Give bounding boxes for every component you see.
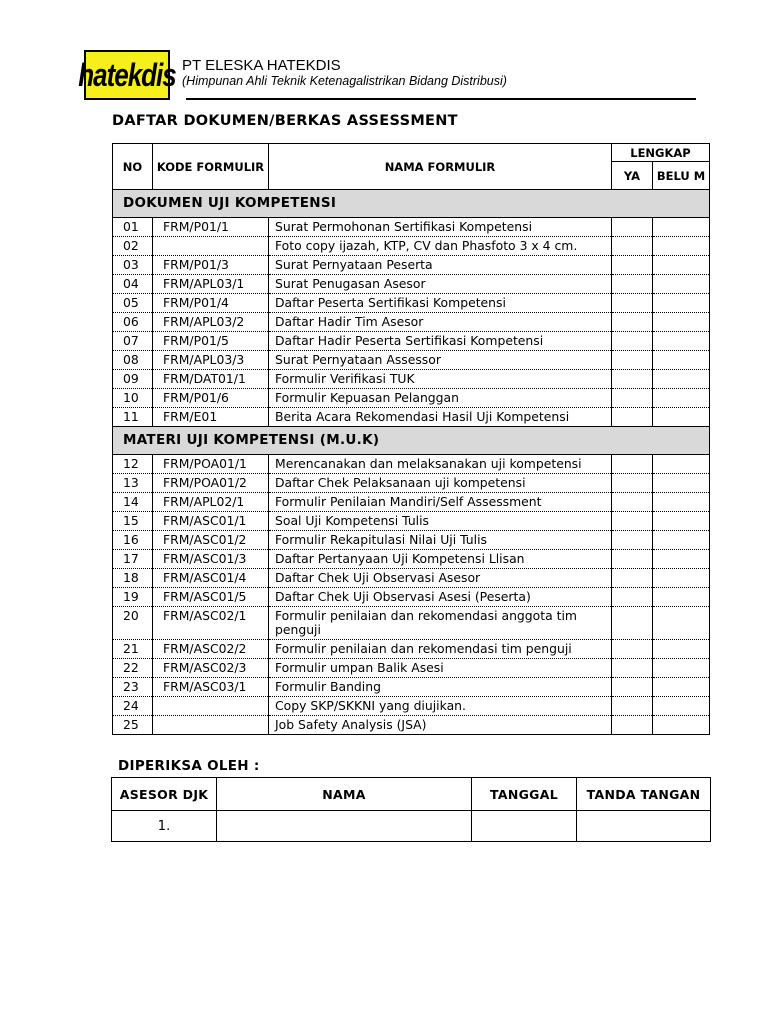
row-ya-checkbox[interactable] [612, 569, 653, 588]
header-tanda-tangan: TANDA TANGAN [577, 778, 711, 811]
table-row [113, 474, 710, 493]
row-ya-checkbox[interactable] [612, 313, 653, 332]
row-no: 10 [113, 389, 153, 408]
row-no: 14 [113, 493, 153, 512]
row-ya-checkbox[interactable] [612, 256, 653, 275]
row-nama: Formulir Rekapitulasi Nilai Uji Tulis [269, 531, 612, 550]
row-kode: FRM/ASC02/1 [153, 607, 269, 640]
table-row [113, 237, 710, 256]
row-no: 08 [113, 351, 153, 370]
row-belum-checkbox[interactable] [653, 218, 710, 237]
row-nama: Daftar Hadir Tim Asesor [269, 313, 612, 332]
row-ya-checkbox[interactable] [612, 389, 653, 408]
row-kode [153, 237, 269, 256]
row-belum-checkbox[interactable] [653, 455, 710, 474]
row-ya-checkbox[interactable] [612, 531, 653, 550]
table-row [113, 455, 710, 474]
row-no: 15 [113, 512, 153, 531]
row-kode: FRM/APL03/3 [153, 351, 269, 370]
row-kode: FRM/ASC02/3 [153, 659, 269, 678]
table-row [113, 351, 710, 370]
header-lengkap: LENGKAP [612, 144, 710, 162]
header-ya: YA [612, 162, 653, 190]
row-ya-checkbox[interactable] [612, 408, 653, 427]
row-no: 16 [113, 531, 153, 550]
row-nama: Formulir Banding [269, 678, 612, 697]
row-kode: FRM/P01/6 [153, 389, 269, 408]
header-nama: NAMA [217, 778, 472, 811]
row-ya-checkbox[interactable] [612, 659, 653, 678]
row-kode: FRM/DAT01/1 [153, 370, 269, 389]
row-ya-checkbox[interactable] [612, 493, 653, 512]
table-row [113, 275, 710, 294]
row-belum-checkbox[interactable] [653, 256, 710, 275]
row-no: 22 [113, 659, 153, 678]
row-belum-checkbox[interactable] [653, 294, 710, 313]
row-belum-checkbox[interactable] [653, 389, 710, 408]
section-header [113, 190, 710, 218]
row-nama: Daftar Chek Uji Observasi Asesi (Peserta) [269, 588, 612, 607]
table-row [113, 256, 710, 275]
row-kode: FRM/APL03/2 [153, 313, 269, 332]
section-header [113, 427, 710, 455]
row-belum-checkbox[interactable] [653, 550, 710, 569]
row-kode: FRM/ASC01/4 [153, 569, 269, 588]
row-ya-checkbox[interactable] [612, 512, 653, 531]
row-nama: Formulir Verifikasi TUK [269, 370, 612, 389]
header-tanggal: TANGGAL [472, 778, 577, 811]
row-no: 06 [113, 313, 153, 332]
row-nama: Surat Pernyataan Peserta [269, 256, 612, 275]
row-kode [153, 697, 269, 716]
row-ya-checkbox[interactable] [612, 588, 653, 607]
company-logo [78, 50, 176, 100]
header-belum: BELU M [653, 162, 710, 190]
row-ya-checkbox[interactable] [612, 474, 653, 493]
row-belum-checkbox[interactable] [653, 474, 710, 493]
row-kode: FRM/ASC02/2 [153, 640, 269, 659]
row-nama: Berita Acara Rekomendasi Hasil Uji Kompetensi [269, 408, 612, 427]
row-ya-checkbox[interactable] [612, 370, 653, 389]
row-nama: Formulir Penilaian Mandiri/Self Assessment [269, 493, 612, 512]
row-ya-checkbox[interactable] [612, 697, 653, 716]
row-kode: FRM/P01/3 [153, 256, 269, 275]
row-kode: FRM/ASC03/1 [153, 678, 269, 697]
row-nama: Soal Uji Kompetensi Tulis [269, 512, 612, 531]
section-title: DOKUMEN UJI KOMPETENSI [113, 190, 710, 218]
row-kode: FRM/APL03/1 [153, 275, 269, 294]
row-belum-checkbox[interactable] [653, 313, 710, 332]
row-belum-checkbox[interactable] [653, 640, 710, 659]
row-no: 23 [113, 678, 153, 697]
row-ya-checkbox[interactable] [612, 716, 653, 735]
table-row [113, 640, 710, 659]
company-name: PT ELESKA HATEKDIS [182, 57, 341, 74]
row-ya-checkbox[interactable] [612, 455, 653, 474]
sign-asesor-cell: 1. [112, 811, 217, 842]
row-kode: FRM/POA01/2 [153, 474, 269, 493]
row-no: 09 [113, 370, 153, 389]
row-no: 02 [113, 237, 153, 256]
logo-text: hatekdis [78, 55, 176, 94]
row-no: 03 [113, 256, 153, 275]
row-belum-checkbox[interactable] [653, 493, 710, 512]
signature-table [111, 777, 711, 842]
row-belum-checkbox[interactable] [653, 370, 710, 389]
table-row [113, 313, 710, 332]
row-ya-checkbox[interactable] [612, 607, 653, 640]
row-nama: Formulir umpan Balik Asesi [269, 659, 612, 678]
row-belum-checkbox[interactable] [653, 697, 710, 716]
row-ya-checkbox[interactable] [612, 237, 653, 256]
company-subtitle: (Himpunan Ahli Teknik Ketenagalistrikan Bidang Distribusi) [182, 74, 507, 88]
table-row [113, 512, 710, 531]
row-no: 04 [113, 275, 153, 294]
row-kode: FRM/E01 [153, 408, 269, 427]
row-kode: FRM/P01/4 [153, 294, 269, 313]
row-belum-checkbox[interactable] [653, 408, 710, 427]
row-belum-checkbox[interactable] [653, 588, 710, 607]
row-belum-checkbox[interactable] [653, 512, 710, 531]
row-nama: Formulir penilaian dan rekomendasi anggota tim penguji [269, 607, 612, 640]
row-kode: FRM/ASC01/3 [153, 550, 269, 569]
row-belum-checkbox[interactable] [653, 607, 710, 640]
checked-by-title: DIPERIKSA OLEH : [118, 758, 260, 774]
header-divider [186, 98, 696, 100]
row-ya-checkbox[interactable] [612, 678, 653, 697]
row-nama: Foto copy ijazah, KTP, CV dan Phasfoto 3 x 4 cm. [269, 237, 612, 256]
table-row [113, 370, 710, 389]
row-nama: Daftar Hadir Peserta Sertifikasi Kompetensi [269, 332, 612, 351]
row-kode: FRM/P01/1 [153, 218, 269, 237]
row-no: 24 [113, 697, 153, 716]
row-belum-checkbox[interactable] [653, 716, 710, 735]
table-row [113, 569, 710, 588]
table-row [113, 531, 710, 550]
table-row [113, 550, 710, 569]
row-ya-checkbox[interactable] [612, 351, 653, 370]
row-no: 18 [113, 569, 153, 588]
row-nama: Surat Permohonan Sertifikasi Kompetensi [269, 218, 612, 237]
row-belum-checkbox[interactable] [653, 351, 710, 370]
row-ya-checkbox[interactable] [612, 640, 653, 659]
row-belum-checkbox[interactable] [653, 332, 710, 351]
row-nama: Copy SKP/SKKNI yang diujikan. [269, 697, 612, 716]
table-row [113, 294, 710, 313]
row-belum-checkbox[interactable] [653, 659, 710, 678]
row-no: 17 [113, 550, 153, 569]
row-no: 20 [113, 607, 153, 640]
row-no: 07 [113, 332, 153, 351]
row-no: 01 [113, 218, 153, 237]
row-nama: Surat Penugasan Asesor [269, 275, 612, 294]
sign-tanggal-field[interactable] [472, 811, 577, 842]
row-no: 11 [113, 408, 153, 427]
row-ya-checkbox[interactable] [612, 218, 653, 237]
row-no: 05 [113, 294, 153, 313]
row-kode: FRM/P01/5 [153, 332, 269, 351]
table-row [113, 678, 710, 697]
sign-nama-field[interactable] [217, 811, 472, 842]
row-kode: FRM/POA01/1 [153, 455, 269, 474]
table-row [113, 588, 710, 607]
row-nama: Formulir penilaian dan rekomendasi tim penguji [269, 640, 612, 659]
row-ya-checkbox[interactable] [612, 550, 653, 569]
row-kode: FRM/ASC01/5 [153, 588, 269, 607]
table-row [113, 408, 710, 427]
row-nama: Formulir Kepuasan Pelanggan [269, 389, 612, 408]
table-row [113, 716, 710, 735]
header-asesor-djk: ASESOR DJK [112, 778, 217, 811]
row-belum-checkbox[interactable] [653, 531, 710, 550]
sign-tanda-field[interactable] [577, 811, 711, 842]
row-nama: Daftar Chek Pelaksanaan uji kompetensi [269, 474, 612, 493]
row-nama: Merencanakan dan melaksanakan uji kompetensi [269, 455, 612, 474]
table-row [113, 218, 710, 237]
row-belum-checkbox[interactable] [653, 569, 710, 588]
row-ya-checkbox[interactable] [612, 294, 653, 313]
signature-row [112, 811, 711, 842]
row-kode: FRM/ASC01/2 [153, 531, 269, 550]
row-belum-checkbox[interactable] [653, 275, 710, 294]
table-row [113, 493, 710, 512]
row-belum-checkbox[interactable] [653, 678, 710, 697]
row-nama: Daftar Pertanyaan Uji Kompetensi Llisan [269, 550, 612, 569]
row-no: 13 [113, 474, 153, 493]
row-nama: Job Safety Analysis (JSA) [269, 716, 612, 735]
row-kode: FRM/APL02/1 [153, 493, 269, 512]
header-nama-formulir: NAMA FORMULIR [269, 144, 612, 190]
row-no: 25 [113, 716, 153, 735]
row-kode [153, 716, 269, 735]
table-row [113, 697, 710, 716]
table-row [113, 659, 710, 678]
table-row [113, 332, 710, 351]
row-no: 12 [113, 455, 153, 474]
row-ya-checkbox[interactable] [612, 275, 653, 294]
row-no: 19 [113, 588, 153, 607]
header-no: NO [113, 144, 153, 190]
document-title: DAFTAR DOKUMEN/BERKAS ASSESSMENT [112, 113, 458, 129]
row-nama: Daftar Peserta Sertifikasi Kompetensi [269, 294, 612, 313]
section-title: MATERI UJI KOMPETENSI (M.U.K) [113, 427, 710, 455]
row-no: 21 [113, 640, 153, 659]
row-ya-checkbox[interactable] [612, 332, 653, 351]
row-nama: Surat Pernyataan Assessor [269, 351, 612, 370]
header-kode-formulir: KODE FORMULIR [153, 144, 269, 190]
table-row [113, 389, 710, 408]
row-belum-checkbox[interactable] [653, 237, 710, 256]
table-row [113, 607, 710, 640]
row-nama: Daftar Chek Uji Observasi Asesor [269, 569, 612, 588]
row-kode: FRM/ASC01/1 [153, 512, 269, 531]
document-table [112, 143, 710, 735]
